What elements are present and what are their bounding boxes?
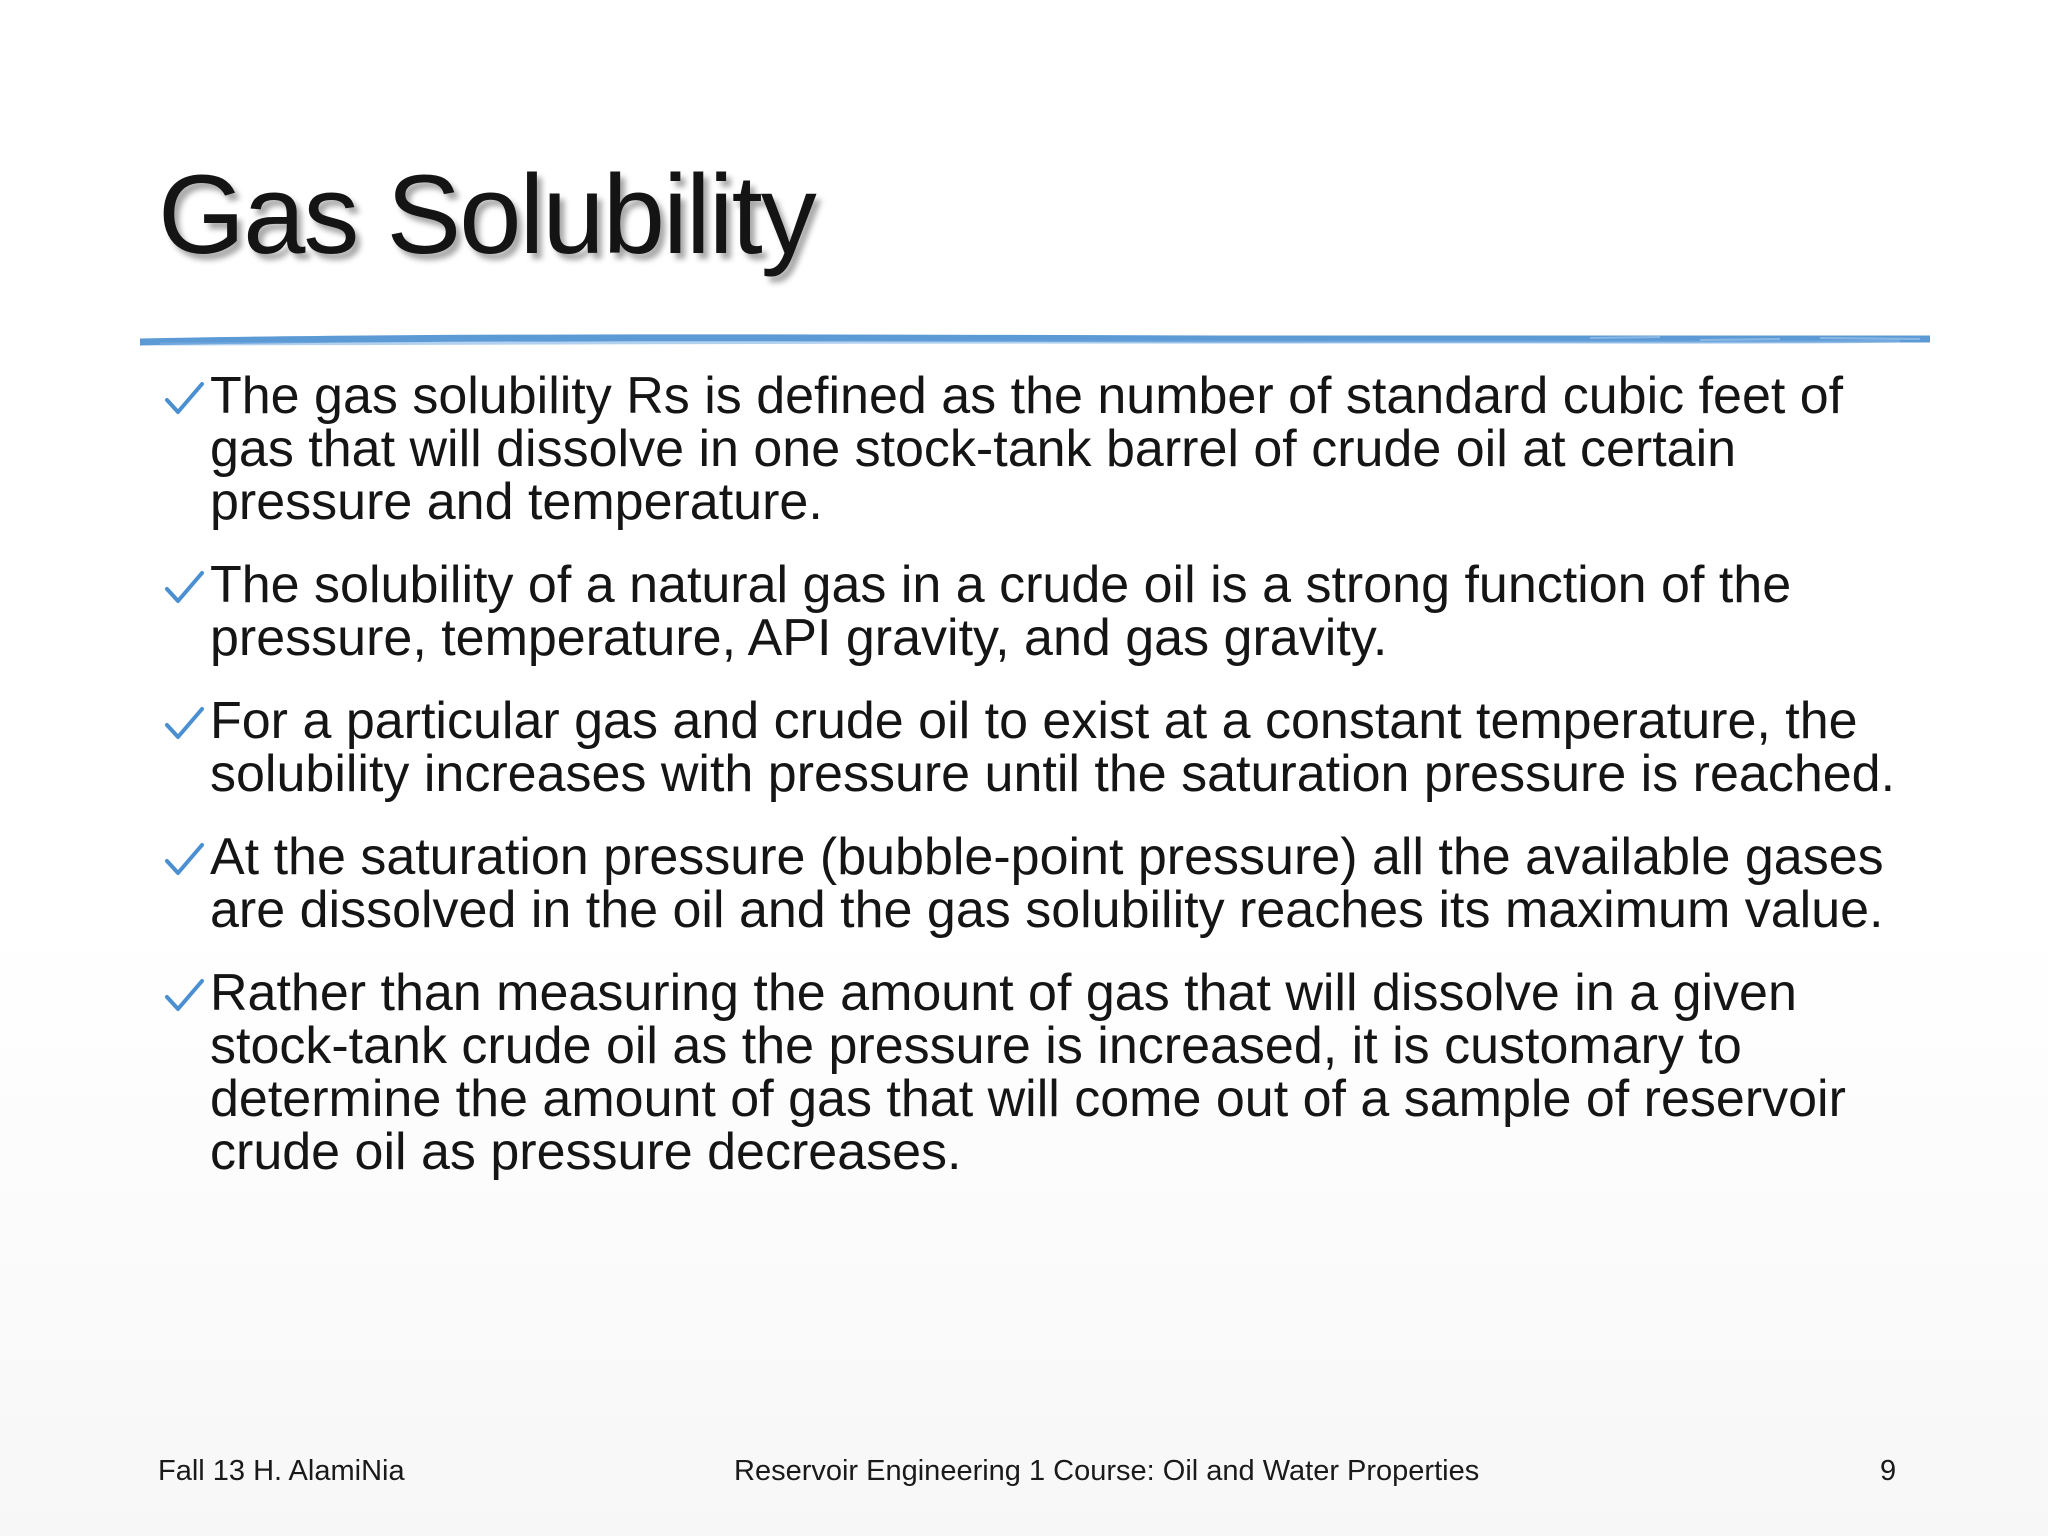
slide-title: Gas Solubility: [158, 152, 815, 277]
checkmark-icon: [162, 567, 206, 611]
bullet-text: At the saturation pressure (bubble-point pressure) all the available gases are dissolved in the oil and the gas solubility reaches its maximum value.: [210, 828, 1884, 939]
checkmark-icon: [162, 975, 206, 1019]
bullet-text: Rather than measuring the amount of gas that will dissolve in a given stock-tank crude oil as the pressure is increased, it is customary to determine the amount of gas that will come out of a sample of reservoir crude oil as pressure decreases.: [210, 964, 1846, 1181]
title-divider: [140, 330, 1930, 352]
bullet-text: For a particular gas and crude oil to exist at a constant temperature, the solubility increases with pressure until the saturation pressure is reached.: [210, 692, 1896, 803]
checkmark-icon: [162, 839, 206, 883]
bullet-item: [162, 828, 1922, 939]
bullet-item: [162, 556, 1922, 667]
bullet-text: The solubility of a natural gas in a crude oil is a strong function of the pressure, temperature, API gravity, and gas gravity.: [210, 556, 1792, 667]
footer-course-title: Reservoir Engineering 1 Course: Oil and Water Properties: [734, 1455, 1480, 1487]
bullet-item: [162, 964, 1922, 1181]
bullet-text: The gas solubility Rs is defined as the number of standard cubic feet of gas that will dissolve in one stock-tank barrel of crude oil at certain pressure and temperature.: [210, 367, 1844, 531]
bullet-item: [162, 692, 1922, 803]
checkmark-icon: [162, 378, 206, 422]
page-number: 9: [1880, 1455, 1897, 1487]
bullet-item: [162, 367, 1922, 531]
bullet-list: [162, 367, 1922, 1209]
footer-author: Fall 13 H. AlamiNia: [158, 1455, 405, 1487]
checkmark-icon: [162, 703, 206, 747]
